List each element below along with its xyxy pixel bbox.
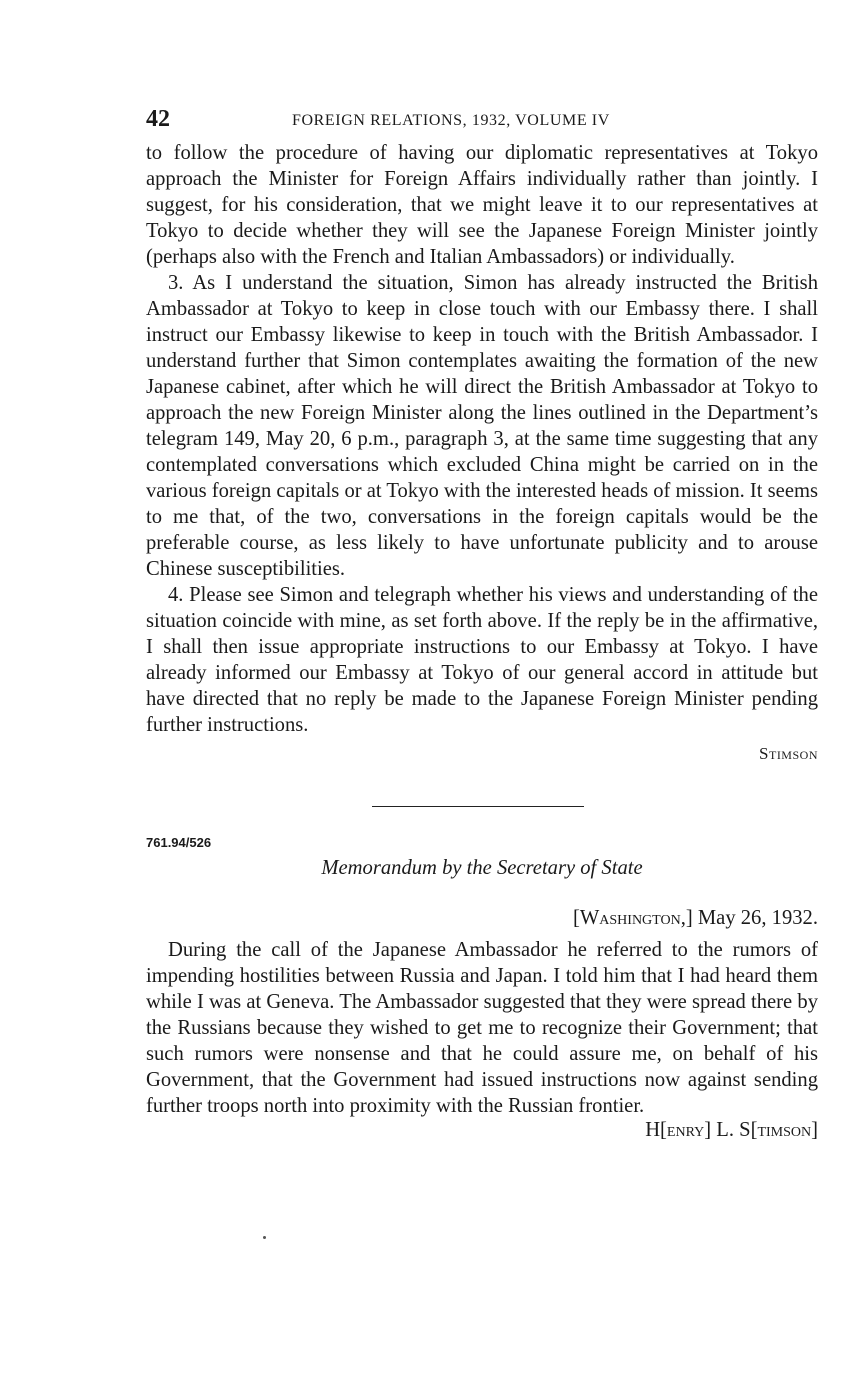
dateline-date: May 26, 1932.	[692, 907, 818, 929]
body-paragraph-4: 4. Please see Simon and telegraph whether his views and understanding of the situation coincide with mine, as set forth above. If the reply be in the affirmative, I shall then issue appropriate instructions to our Embassy at Tokyo. I have already informed our Embassy at Tokyo of our general accord in attitude but have directed that no reply be made to the Japanese Foreign Minister pending further instructions.	[146, 584, 818, 736]
running-title: FOREIGN RELATIONS, 1932, VOLUME IV	[292, 112, 610, 129]
signature-middle: ] L. S[	[704, 1119, 758, 1141]
telegram-signature: Stimson	[759, 744, 818, 763]
memorandum-paragraph: During the call of the Japanese Ambassador he referred to the rumors of impending hostilities between Russia and Japan. I told him that I had heard them while I was at Geneva. The Ambassador suggested that they were spread there by the Russians because they wished to get me to recognize their Government; that such rumors were nonsense and that he could assure me, on behalf of his Government, that the Government had issued instructions now against sending further troops north into proximity with the Russian frontier.	[146, 939, 818, 1117]
dateline-bracket: [	[572, 907, 580, 929]
dateline	[146, 907, 818, 937]
page-number: 42	[146, 106, 170, 132]
memorandum-signature	[146, 1119, 818, 1147]
running-header	[146, 104, 818, 140]
dateline-bracket-close: ,]	[680, 907, 693, 929]
memorandum-title: Memorandum by the Secretary of State	[321, 857, 643, 879]
section-divider	[372, 806, 584, 807]
signature-initial: H[	[645, 1119, 667, 1141]
body-paragraph-3: 3. As I understand the situation, Simon has already instructed the British Ambassador at Tokyo to keep in close touch with our Embassy there. I shall instruct our Embassy likewise to keep in touch with the British Ambassador. I understand further that Simon contemplates awaiting the formation of the new Japanese cabinet, after which he will direct the British Ambassador at Tokyo to approach the new Foreign Minister along the lines outlined in the Department’s telegram 149, May 20, 6 p.m., paragraph 3, at the same time suggesting that any contemplated conversations which excluded China might be carried on in the various foreign capitals or at Tokyo with the interested heads of mission. It seems to me that, of the two, conversations in the foreign capitals would be the preferable course, as less likely to have unfortunate publicity and to arouse Chinese susceptibilities.	[146, 272, 818, 580]
signature-close: ]	[811, 1119, 818, 1141]
page-content	[146, 104, 818, 1147]
signature-first-name-rest: enry	[666, 1119, 705, 1141]
body-paragraph-continued: to follow the procedure of having our diplomatic representatives at Tokyo approach the Minister for Foreign Affairs individually rather than jointly. I suggest, for his consideration, that we might leave it to our representatives at Tokyo to decide whether they will see the Japanese Foreign Minister jointly (perhaps also with the French and Italian Ambassadors) or individually.	[146, 142, 818, 268]
signature-surname-rest: timson	[757, 1119, 812, 1141]
file-number: 761.94/526	[146, 835, 212, 850]
dateline-place: Washington	[579, 907, 681, 929]
print-speck	[263, 1236, 266, 1239]
